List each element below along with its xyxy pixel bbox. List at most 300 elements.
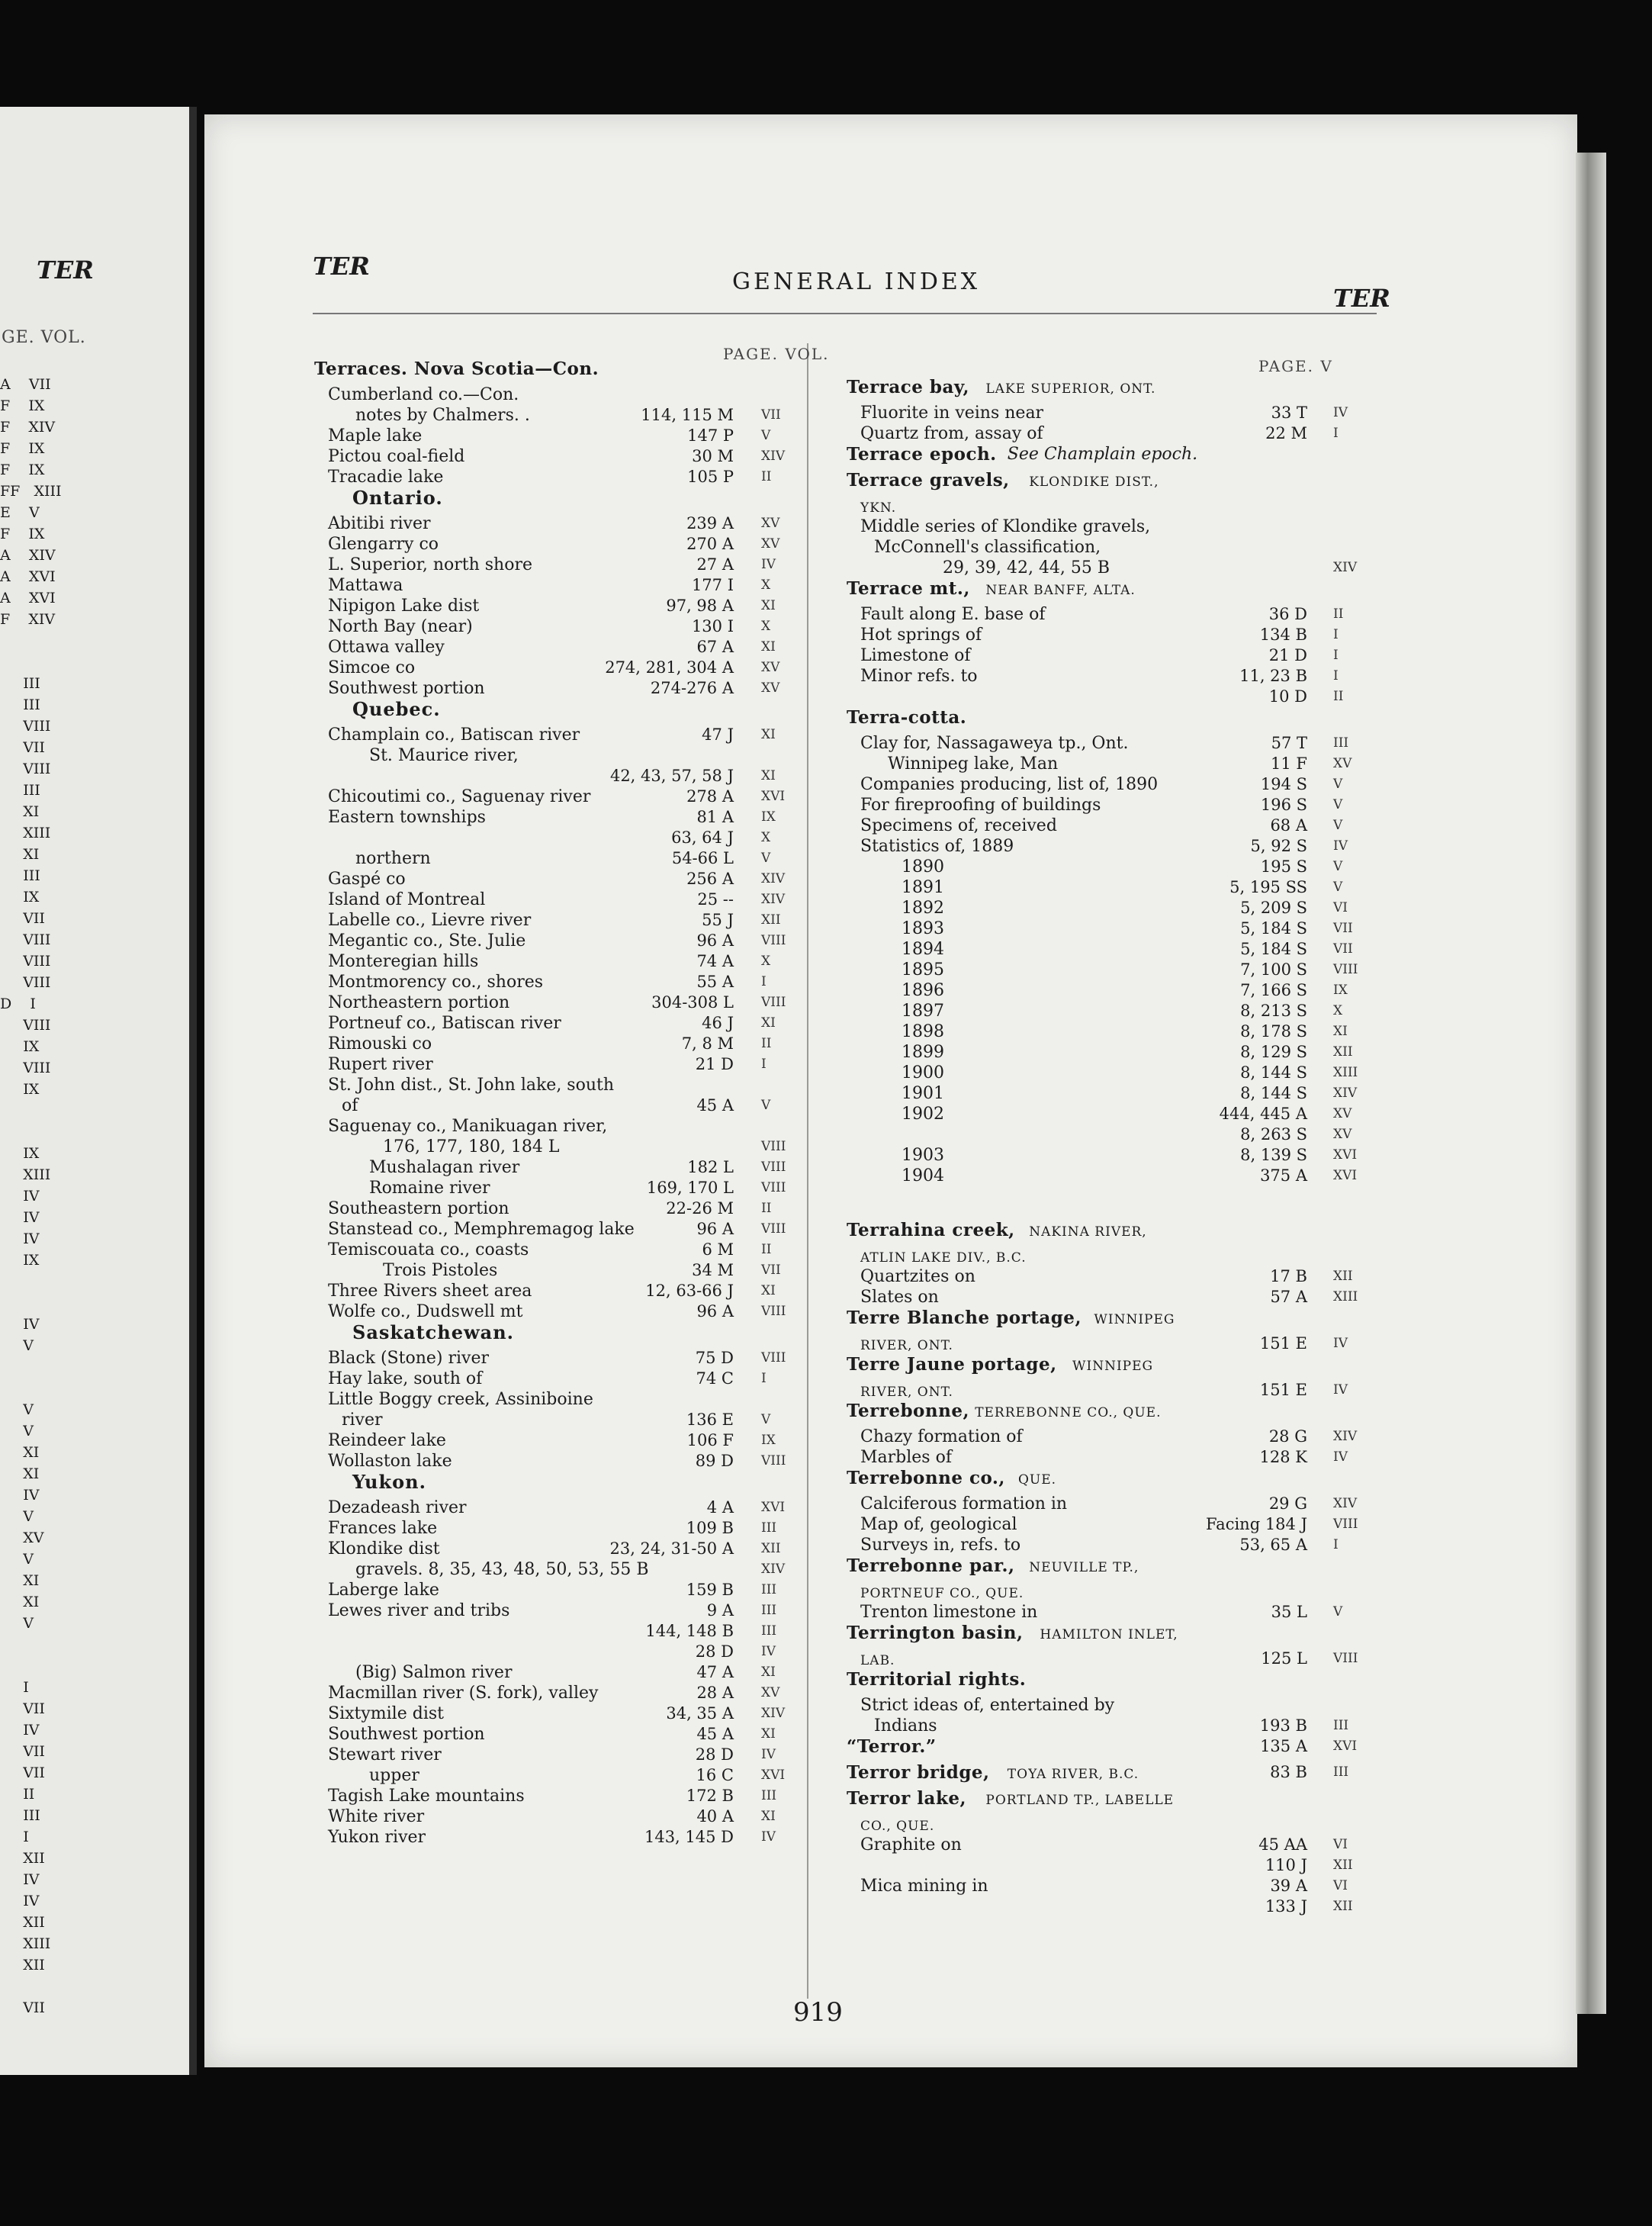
facing-page-volume-row (0, 1292, 175, 1314)
page-reference: 34 M (692, 1261, 734, 1279)
facing-page-volume-row: VIII (0, 974, 51, 991)
index-entry (847, 1762, 1380, 1788)
entry-text: Mica mining in (860, 1877, 988, 1896)
page-reference: 33 T (1271, 404, 1307, 422)
index-entry (847, 1220, 1380, 1246)
index-entry (847, 1736, 1380, 1762)
entry-text: 1894 (902, 940, 944, 959)
index-entry (314, 766, 802, 786)
index-entry (314, 1451, 802, 1472)
facing-page-volume-row: F IX (0, 526, 45, 542)
index-entry (314, 1539, 802, 1559)
entry-text: For fireproofing of buildings (860, 796, 1101, 815)
volume-reference: X (761, 830, 771, 845)
index-entry (314, 1621, 802, 1642)
volume-reference: II (1333, 606, 1344, 622)
volume-reference: V (761, 1098, 771, 1113)
index-entry (847, 496, 1380, 516)
entry-text: Winnipeg lake, Man (888, 754, 1059, 774)
volume-reference: I (1333, 1537, 1339, 1552)
entry-text: Limestone of (860, 646, 971, 665)
index-entry (314, 405, 802, 426)
entry-text: Companies producing, list of, 1890 (860, 775, 1159, 794)
facing-page-volume-row: A VII (0, 376, 51, 393)
facing-page-volume-row: I (0, 1829, 29, 1845)
facing-page-volume-row: IV (0, 1230, 40, 1247)
entry-location: HAMILTON INLET, (1040, 1627, 1178, 1642)
page-reference: 7, 8 M (681, 1034, 734, 1053)
volume-reference: XV (1333, 756, 1352, 771)
page-reference: 45 A (696, 1096, 734, 1115)
volume-reference: XI (761, 727, 776, 742)
entry-text: notes by Chalmers. . (355, 406, 530, 425)
index-entry (314, 1410, 802, 1430)
page-reference: 57 A (1270, 1288, 1307, 1306)
index-entry (847, 423, 1380, 444)
page-reference: 29 G (1268, 1494, 1307, 1513)
facing-page-volume-row: II (0, 1786, 35, 1803)
entry-location: LAB. (860, 1653, 895, 1668)
entry-location: QUE. (1018, 1472, 1057, 1488)
entry-text: 1898 (902, 1022, 944, 1041)
entry-text: Megantic co., Ste. Julie (328, 931, 526, 951)
entry-text: Simcoe co (328, 658, 416, 677)
index-entry (314, 1240, 802, 1260)
page-reference: 109 B (686, 1519, 734, 1537)
index-entry (314, 426, 802, 446)
volume-reference: XIII (1333, 1289, 1358, 1304)
volume-reference: XII (1333, 1899, 1353, 1914)
page-reference: 172 B (686, 1787, 734, 1805)
entry-heading: Terrebonne, (847, 1401, 969, 1421)
left-column-entries (314, 359, 802, 1848)
index-entry (847, 516, 1380, 537)
entry-text: Statistics of, 1889 (860, 837, 1014, 856)
section-heading: Yukon. (352, 1471, 426, 1493)
index-entry (847, 1266, 1380, 1287)
entry-text: Tagish Lake mountains (328, 1787, 525, 1806)
entry-heading: Terrace bay, (847, 377, 970, 397)
index-entry (314, 1034, 802, 1054)
page-reference: 274, 281, 304 A (605, 658, 734, 677)
index-entry (847, 1649, 1380, 1669)
volume-reference: VIII (761, 933, 786, 948)
page-reference: 182 L (687, 1158, 734, 1176)
index-entry (314, 1322, 802, 1348)
facing-page-volume-row: VIII (0, 718, 51, 735)
entry-location: KLONDIKE DIST., (1029, 474, 1159, 490)
page-reference: 54-66 L (671, 849, 734, 867)
page-reference: 5, 195 SS (1229, 878, 1307, 896)
page-reference: 55 J (702, 911, 734, 929)
entry-text: Eastern townships (328, 808, 486, 827)
column-divider (807, 343, 808, 1999)
entry-location: NEAR BANFF, ALTA. (985, 583, 1136, 598)
facing-page-volume-row (0, 1378, 175, 1399)
volume-reference: XVI (761, 1500, 786, 1515)
index-entry (314, 1219, 802, 1240)
entry-text: Strict ideas of, entertained by (860, 1696, 1115, 1715)
page-reference: 28 D (695, 1745, 734, 1764)
index-entry (314, 637, 802, 658)
index-entry (314, 555, 802, 575)
index-entry (847, 558, 1380, 578)
entry-text: Island of Montreal (328, 890, 486, 909)
page-reference: 12, 63-66 J (645, 1282, 734, 1300)
index-entry (847, 1246, 1380, 1266)
facing-page-volume-row (0, 1634, 175, 1655)
facing-page-volume-row (0, 1271, 175, 1292)
volume-reference: XI (761, 768, 776, 783)
page-reference: 96 A (696, 1220, 734, 1238)
facing-page-volume-row: VII (0, 1764, 45, 1781)
entry-text: 1895 (902, 960, 944, 980)
page-reference: 36 D (1268, 605, 1307, 623)
entry-text: Rupert river (328, 1055, 433, 1074)
page-reference: 147 P (687, 426, 734, 445)
volume-reference: X (761, 619, 771, 634)
volume-reference: III (1333, 735, 1349, 751)
page-reference: 17 B (1270, 1267, 1307, 1285)
entry-text: Calciferous formation in (860, 1494, 1068, 1513)
entry-text: White river (328, 1807, 425, 1826)
entry-text: Gaspé co (328, 870, 406, 889)
page-reference: 195 S (1260, 857, 1307, 876)
volume-reference: VIII (761, 1180, 786, 1195)
entry-text: Klondike dist (328, 1539, 440, 1559)
index-entry (314, 1642, 802, 1662)
facing-page-volume-row: F IX (0, 397, 45, 414)
volume-reference: XI (761, 639, 776, 655)
volume-reference: XIV (761, 1706, 786, 1721)
entry-text: Fault along E. base of (860, 605, 1046, 624)
volume-reference: I (761, 1371, 767, 1386)
volume-reference: XV (761, 516, 780, 531)
volume-reference: V (1333, 777, 1343, 792)
index-entry (847, 1186, 1380, 1220)
facing-page-volume-row: VII (0, 1743, 45, 1760)
entry-text: upper (369, 1766, 419, 1785)
volume-reference: XI (761, 1283, 776, 1298)
page-reference: 8, 213 S (1240, 1002, 1307, 1020)
volume-reference: VII (1333, 941, 1353, 957)
volume-reference: XI (761, 1726, 776, 1742)
index-entry (847, 1623, 1380, 1649)
index-entry (847, 1602, 1380, 1623)
index-entry (847, 1555, 1380, 1581)
volume-reference: IV (1333, 1382, 1348, 1398)
facing-page-volume-row: F XIV (0, 419, 56, 436)
entry-text: Chazy formation of (860, 1427, 1023, 1446)
page-reference: 177 I (691, 576, 734, 594)
entry-text: Saguenay co., Manikuagan river, (328, 1117, 608, 1136)
index-entry (314, 446, 802, 467)
index-entry (847, 444, 1380, 470)
page-reference: 34, 35 A (666, 1704, 734, 1723)
facing-page-volume-row: III (0, 675, 40, 692)
entry-text: gravels. 8, 35, 43, 48, 50, 53, 55 B (355, 1560, 649, 1579)
entry-heading: Terror bridge, (847, 1762, 990, 1783)
index-entry (314, 1260, 802, 1281)
index-entry (314, 1116, 802, 1137)
volume-reference: V (1333, 859, 1343, 874)
volume-reference: IV (1333, 1449, 1348, 1465)
index-entry (847, 960, 1380, 980)
entry-text: Frances lake (328, 1519, 438, 1538)
page-reference: 28 G (1268, 1427, 1307, 1446)
entry-location: PORTNEUF CO., QUE. (860, 1586, 1024, 1601)
volume-reference: XIV (761, 871, 786, 886)
entry-text: Mattawa (328, 576, 403, 595)
page-reference: 89 D (695, 1452, 734, 1470)
index-entry (847, 918, 1380, 939)
page-reference: 28 D (695, 1642, 734, 1661)
facing-page-volume-row: XI (0, 846, 40, 863)
index-entry (314, 786, 802, 807)
page-reference: 133 J (1265, 1897, 1307, 1916)
index-entry (314, 910, 802, 931)
facing-page-volume-row: IV (0, 1871, 40, 1888)
entry-text: Abitibi river (328, 514, 431, 533)
facing-page-volume-row: XI (0, 1444, 40, 1461)
volume-reference: XV (761, 660, 780, 675)
entry-location: ATLIN LAKE DIV., B.C. (860, 1250, 1027, 1266)
facing-page-volume-row: IX (0, 889, 40, 906)
entry-text: McConnell's classification, (874, 538, 1101, 557)
entry-text: Black (Stone) river (328, 1349, 489, 1368)
volume-reference: VIII (761, 1304, 786, 1319)
volume-reference: I (1333, 426, 1339, 441)
entry-text: Southwest portion (328, 679, 485, 698)
facing-page-volume-row: V (0, 1551, 34, 1568)
volume-reference: XI (1333, 1024, 1348, 1039)
page-reference: 151 E (1259, 1381, 1307, 1399)
page-reference: 28 A (696, 1684, 734, 1702)
entry-text: 1903 (902, 1146, 944, 1165)
entry-text: Trois Pistoles (383, 1261, 498, 1280)
page-reference: 39 A (1270, 1877, 1307, 1895)
index-entry (847, 1380, 1380, 1401)
facing-page-volume-row: E V (0, 504, 40, 521)
volume-reference: IV (761, 1747, 776, 1762)
entry-text: Indians (874, 1716, 937, 1735)
index-entry (847, 980, 1380, 1001)
index-entry (314, 575, 802, 596)
page-reference: 5, 184 S (1240, 940, 1307, 958)
entry-text: Sixtymile dist (328, 1704, 444, 1723)
facing-page-volume-row: XII (0, 1957, 45, 1973)
entry-text: Surveys in, refs. to (860, 1536, 1021, 1555)
facing-page-volume-row: IX (0, 1081, 40, 1098)
entry-heading: Territorial rights. (847, 1669, 1027, 1690)
entry-text: Quartzites on (860, 1267, 975, 1286)
page-reference: 22-26 M (666, 1199, 734, 1218)
volume-reference: X (1333, 1003, 1343, 1018)
running-head-left: TER (313, 252, 370, 281)
page-reference: 5, 92 S (1250, 837, 1307, 855)
volume-reference: V (761, 851, 771, 866)
facing-page-volume-row: IX (0, 1145, 40, 1162)
facing-page-volume-row (0, 651, 175, 673)
index-entry (314, 828, 802, 848)
index-entry (847, 470, 1380, 496)
index-entry (314, 658, 802, 678)
index-entry (847, 1145, 1380, 1166)
index-entry (847, 1042, 1380, 1063)
volume-reference: II (761, 1201, 772, 1216)
volume-reference: XV (761, 1685, 780, 1700)
index-entry (314, 359, 802, 384)
entry-cross-reference: See Champlain epoch. (1007, 445, 1198, 464)
entry-text: Map of, geological (860, 1515, 1017, 1534)
volume-reference: X (761, 954, 771, 969)
entry-text: Three Rivers sheet area (328, 1282, 532, 1301)
page-reference: 22 M (1265, 424, 1307, 442)
entry-text: Yukon river (328, 1828, 426, 1847)
entry-text: Labelle co., Lievre river (328, 911, 532, 930)
index-entry (314, 616, 802, 637)
entry-text: Middle series of Klondike gravels, (860, 517, 1151, 536)
index-entry (847, 666, 1380, 687)
volume-reference: II (761, 1036, 772, 1051)
entry-text: Southeastern portion (328, 1199, 509, 1218)
entry-text: Glengarry co (328, 535, 439, 554)
volume-reference: V (761, 1412, 771, 1427)
entry-text: Monteregian hills (328, 952, 479, 971)
section-heading: Saskatchewan. (352, 1321, 515, 1343)
page-reference: 6 M (702, 1240, 734, 1259)
index-entry (847, 1427, 1380, 1447)
entry-text: 1897 (902, 1002, 944, 1021)
index-entry (847, 625, 1380, 645)
index-entry (314, 869, 802, 889)
facing-page-volume-row: IV (0, 1188, 40, 1205)
entry-heading: “Terror.” (847, 1736, 937, 1757)
page-reference: 75 D (695, 1349, 734, 1367)
facing-page-volume-row: XI (0, 1465, 40, 1482)
entry-text: Champlain co., Batiscan river (328, 725, 580, 745)
index-entry (314, 1054, 802, 1075)
entry-location: WINNIPEG (1072, 1359, 1154, 1374)
page-reference: 96 A (696, 931, 734, 950)
index-entry (847, 1401, 1380, 1427)
page-reference: 134 B (1259, 626, 1307, 644)
entry-text: Maple lake (328, 426, 423, 446)
volume-reference: III (1333, 1718, 1349, 1733)
entry-text: Portneuf co., Batiscan river (328, 1014, 561, 1033)
index-entry (314, 1662, 802, 1683)
volume-reference: XV (1333, 1106, 1352, 1121)
facing-page-volume-row: I (0, 1679, 29, 1696)
index-entry (314, 972, 802, 992)
facing-page-volume-row: XI (0, 1594, 40, 1610)
facing-page-volume-row: XV (0, 1530, 44, 1546)
volume-reference: XVI (1333, 1739, 1358, 1754)
facing-page-volume-row: VII (0, 1700, 45, 1717)
volume-reference: VII (761, 407, 781, 423)
entry-text: Mushalagan river (369, 1158, 520, 1177)
entry-location: PORTLAND TP., LABELLE (985, 1793, 1175, 1808)
volume-reference: V (1333, 1604, 1343, 1620)
volume-reference: XIV (761, 449, 786, 464)
entry-text: Little Boggy creek, Assiniboine (328, 1390, 593, 1409)
index-entry (314, 678, 802, 699)
entry-text: Laberge lake (328, 1581, 439, 1600)
volume-reference: XVI (761, 789, 786, 804)
page-reference: 194 S (1260, 775, 1307, 793)
volume-reference: I (761, 1057, 767, 1072)
entry-heading: Terra-cotta. (847, 707, 967, 728)
page-reference: 135 A (1260, 1737, 1307, 1755)
index-entry (314, 596, 802, 616)
entry-text: St. Maurice river, (369, 746, 519, 765)
page-reference: 67 A (696, 638, 734, 656)
index-entry (314, 1157, 802, 1178)
entry-location: NAKINA RIVER, (1029, 1224, 1147, 1240)
page-reference: 193 B (1259, 1716, 1307, 1735)
volume-reference: XVI (1333, 1168, 1358, 1183)
index-entry (847, 1354, 1380, 1380)
header-rule (313, 313, 1377, 314)
page-reference: 4 A (706, 1498, 734, 1517)
index-entry (314, 1472, 802, 1497)
index-entry (314, 725, 802, 745)
facing-page-volume-row: IV (0, 1722, 40, 1739)
volume-reference: III (761, 1603, 777, 1618)
index-entry (314, 1369, 802, 1389)
page-reference: 11, 23 B (1239, 667, 1307, 685)
index-entry (314, 1827, 802, 1848)
entry-text: Northeastern portion (328, 993, 510, 1012)
facing-page-volume-row (0, 1121, 175, 1143)
page-reference: 11 F (1271, 754, 1307, 773)
volume-reference: V (1333, 880, 1343, 895)
index-entry (847, 1447, 1380, 1468)
volume-reference: X (761, 577, 771, 593)
entry-text: Ottawa valley (328, 638, 445, 657)
page-reference: 27 A (696, 555, 734, 574)
index-entry (847, 1166, 1380, 1186)
index-entry (847, 1333, 1380, 1354)
page-reference: 239 A (686, 514, 734, 532)
volume-reference: XI (761, 1015, 776, 1031)
volume-reference: VI (1333, 900, 1348, 915)
entry-heading: Terrace epoch. (847, 444, 997, 465)
facing-page-volume-row: III (0, 782, 40, 799)
volume-reference: XIV (1333, 560, 1358, 575)
page-reference: 45 AA (1258, 1835, 1307, 1854)
page-reference: 5, 209 S (1240, 899, 1307, 917)
page-reference: 8, 144 S (1240, 1084, 1307, 1102)
page-reference: 9 A (706, 1601, 734, 1620)
index-entry (314, 699, 802, 725)
index-entry (314, 1745, 802, 1765)
entry-location: TOYA RIVER, B.C. (1007, 1767, 1139, 1782)
page-reference: 55 A (696, 973, 734, 991)
page-reference: 196 S (1260, 796, 1307, 814)
entry-text: Hay lake, south of (328, 1369, 483, 1388)
facing-page-column-head: GE. VOL. (2, 328, 86, 347)
index-entry (847, 1021, 1380, 1042)
facing-page-volume-row: F XIV (0, 611, 56, 628)
entry-text: North Bay (near) (328, 617, 473, 636)
facing-page-volume-row (0, 1655, 175, 1677)
volume-reference: VI (1333, 1878, 1348, 1893)
volume-reference: IX (1333, 983, 1348, 998)
entry-text: Temiscouata co., coasts (328, 1240, 529, 1259)
entry-heading: Terre Jaune portage, (847, 1354, 1057, 1375)
page-reference: 136 E (686, 1411, 734, 1429)
